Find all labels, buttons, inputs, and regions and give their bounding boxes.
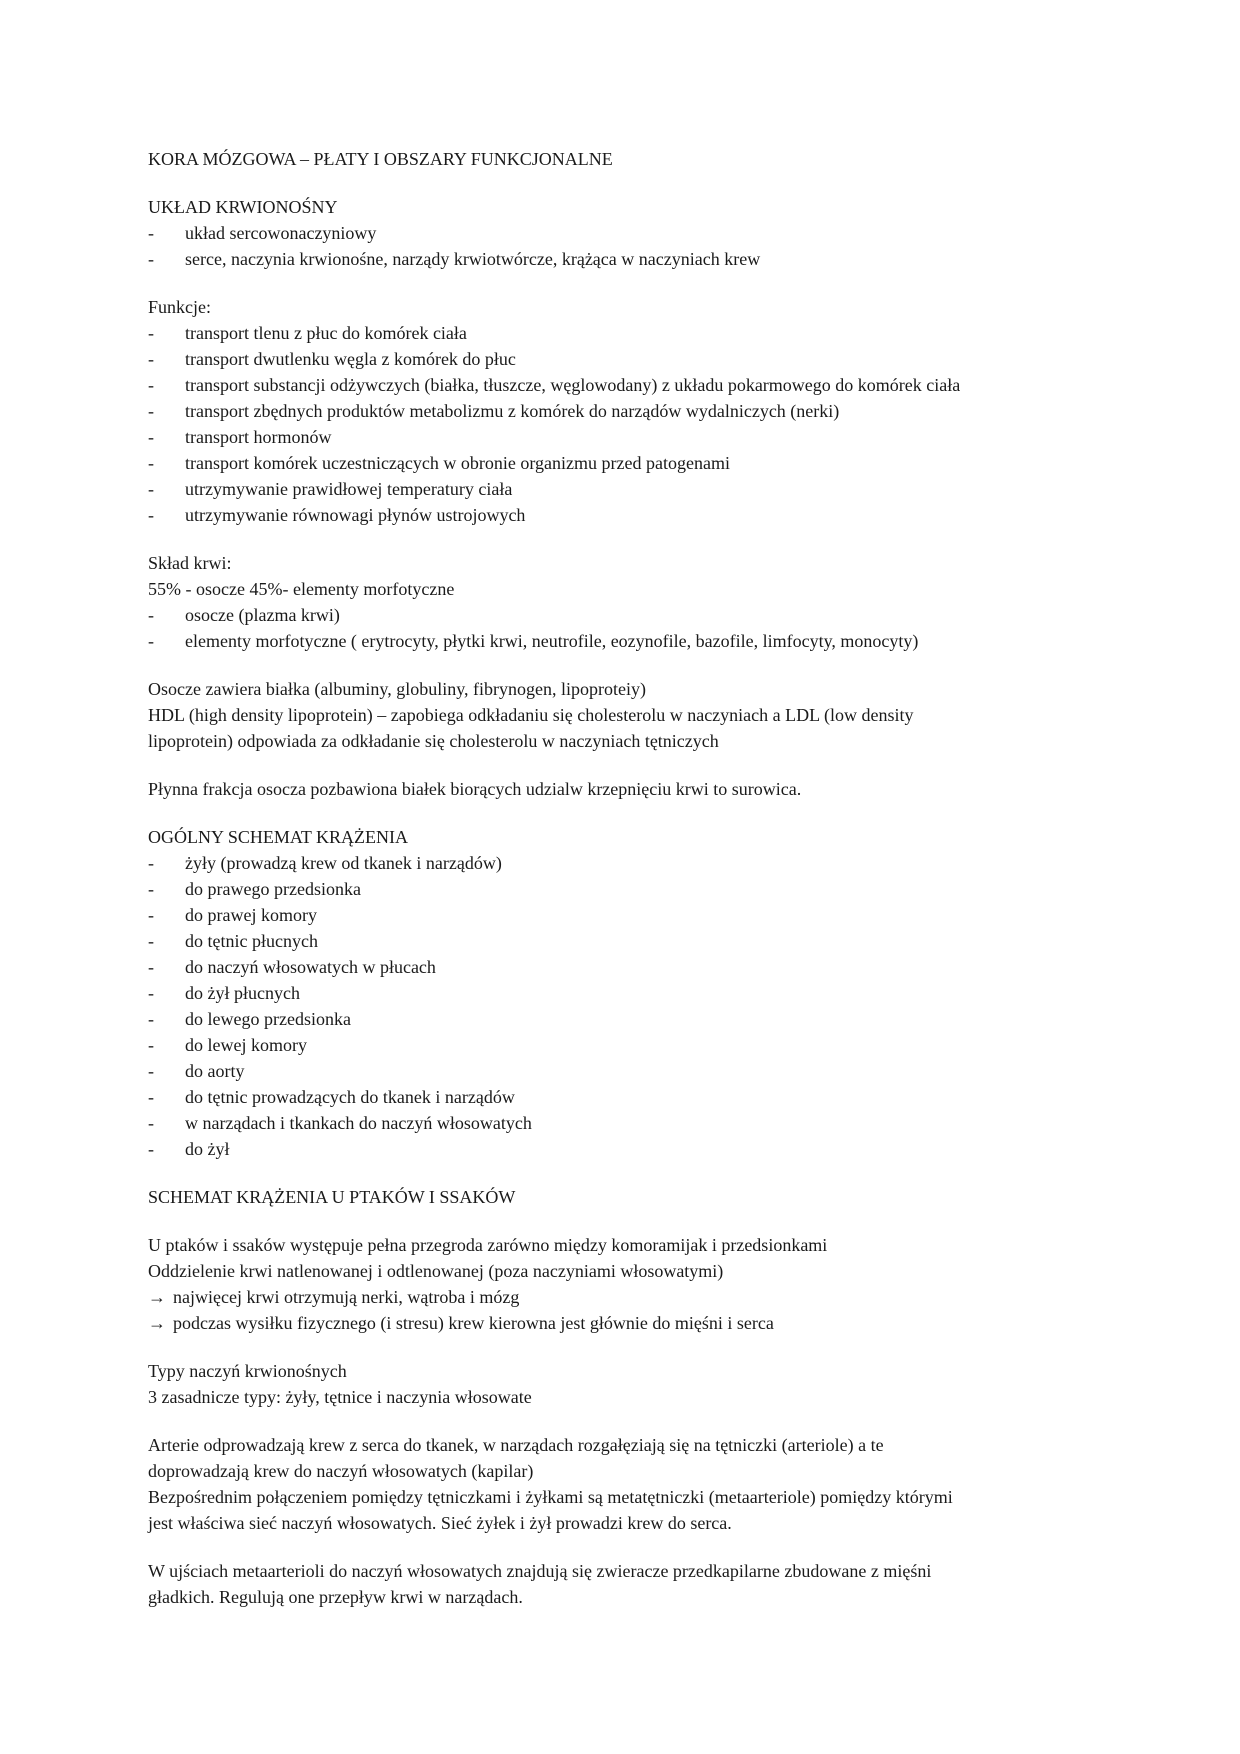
list-item <box>148 602 1120 628</box>
list-item <box>148 980 1120 1006</box>
list-item <box>148 346 1120 372</box>
dash-bullet: - <box>148 505 154 525</box>
list-item-text: utrzymywanie równowagi płynów ustrojowych <box>185 505 526 525</box>
arrow-right-icon: → <box>148 1313 166 1333</box>
dash-bullet: - <box>148 931 154 951</box>
document-title: KORA MÓZGOWA – PŁATY I OBSZARY FUNKCJONALNE <box>148 149 613 169</box>
section-heading: Funkcje: <box>148 297 211 317</box>
section-osocze <box>148 676 1120 754</box>
dash-bullet: - <box>148 453 154 473</box>
section-heading: UKŁAD KRWIONOŚNY <box>148 197 338 217</box>
section-heading: SCHEMAT KRĄŻENIA U PTAKÓW I SSAKÓW <box>148 1187 516 1207</box>
dash-bullet: - <box>148 853 154 873</box>
list-item-text: do prawej komory <box>185 905 317 925</box>
arrow-item <box>148 1310 1120 1336</box>
dash-bullet: - <box>148 1009 154 1029</box>
list-item <box>148 902 1120 928</box>
list-item-text: do żył <box>185 1139 230 1159</box>
paragraph-line: Osocze zawiera białka (albuminy, globuliny, fibrynogen, lipoproteiy) <box>148 679 647 699</box>
section-schemat <box>148 824 1120 1162</box>
list-item <box>148 372 1120 398</box>
list-item-text: do tętnic prowadzących do tkanek i narządów <box>185 1087 515 1107</box>
section-surowica <box>148 776 1120 802</box>
list-item <box>148 246 1120 272</box>
dash-bullet: - <box>148 349 154 369</box>
arrow-item-text: najwięcej krwi otrzymują nerki, wątroba i mózg <box>173 1287 520 1307</box>
list-item <box>148 398 1120 424</box>
paragraph-line: lipoprotein) odpowiada za odkładanie się cholesterolu w naczyniach tętniczych <box>148 731 719 751</box>
paragraph-line: doprowadzają krew do naczyń włosowatych (kapilar) <box>148 1461 534 1481</box>
dash-bullet: - <box>148 605 154 625</box>
list-item-text: osocze (plazma krwi) <box>185 605 340 625</box>
list-item <box>148 220 1120 246</box>
section-ujscia <box>148 1558 1120 1610</box>
dash-bullet: - <box>148 879 154 899</box>
dash-bullet: - <box>148 223 154 243</box>
paragraph-line: Oddzielenie krwi natlenowanej i odtlenowanej (poza naczyniami włosowatymi) <box>148 1261 724 1281</box>
list-item-text: transport hormonów <box>185 427 332 447</box>
paragraph-line: W ujściach metaarterioli do naczyń włosowatych znajdują się zwieracze przedkapilarne zbudowane z mięśni <box>148 1561 932 1581</box>
list-item <box>148 1032 1120 1058</box>
composition-ratio: 55% - osocze 45%- elementy morfotyczne <box>148 579 455 599</box>
list-item <box>148 628 1120 654</box>
section-ptaki-heading <box>148 1184 1120 1210</box>
dash-bullet: - <box>148 249 154 269</box>
dash-bullet: - <box>148 401 154 421</box>
list-item-text: w narządach i tkankach do naczyń włosowatych <box>185 1113 532 1133</box>
paragraph-line: 3 zasadnicze typy: żyły, tętnice i naczynia włosowate <box>148 1387 532 1407</box>
paragraph-line: Płynna frakcja osocza pozbawiona białek biorących udzialw krzepnięciu krwi to surowica. <box>148 779 802 799</box>
list-item <box>148 1136 1120 1162</box>
list-item <box>148 928 1120 954</box>
dash-bullet: - <box>148 957 154 977</box>
list-item <box>148 450 1120 476</box>
arrow-item <box>148 1284 1120 1310</box>
list-item-text: transport tlenu z płuc do komórek ciała <box>185 323 467 343</box>
list-item-text: żyły (prowadzą krew od tkanek i narządów) <box>185 853 502 873</box>
section-heading: OGÓLNY SCHEMAT KRĄŻENIA <box>148 827 408 847</box>
list-item-text: do żył płucnych <box>185 983 300 1003</box>
paragraph-line: Bezpośrednim połączeniem pomiędzy tętniczkami i żyłkami są metatętniczki (metaarteriole) pomiędzy którymi <box>148 1487 953 1507</box>
list-item <box>148 502 1120 528</box>
dash-bullet: - <box>148 1035 154 1055</box>
dash-bullet: - <box>148 1087 154 1107</box>
arrow-item-text: podczas wysiłku fizycznego (i stresu) krew kierowna jest głównie do mięśni i serca <box>173 1313 774 1333</box>
dash-bullet: - <box>148 323 154 343</box>
dash-bullet: - <box>148 631 154 651</box>
section-sklad <box>148 550 1120 654</box>
list-item-text: transport substancji odżywczych (białka, tłuszcze, węglowodany) z układu pokarmowego do komórek ciała <box>185 375 961 395</box>
list-item <box>148 1084 1120 1110</box>
list-item <box>148 876 1120 902</box>
list-item-text: serce, naczynia krwionośne, narządy krwiotwórcze, krążąca w naczyniach krew <box>185 249 761 269</box>
list-item-text: do tętnic płucnych <box>185 931 318 951</box>
list-item-text: do naczyń włosowatych w płucach <box>185 957 436 977</box>
list-item-text: układ sercowonaczyniowy <box>185 223 377 243</box>
section-arterie <box>148 1432 1120 1536</box>
list-item <box>148 1110 1120 1136</box>
arrow-right-icon: → <box>148 1287 166 1307</box>
paragraph-line: HDL (high density lipoprotein) – zapobiega odkładaniu się cholesterolu w naczyniach a LDL (low density <box>148 705 914 725</box>
list-item <box>148 850 1120 876</box>
dash-bullet: - <box>148 1113 154 1133</box>
list-item <box>148 320 1120 346</box>
list-item-text: transport zbędnych produktów metabolizmu z komórek do narządów wydalniczych (nerki) <box>185 401 840 421</box>
dash-bullet: - <box>148 983 154 1003</box>
list-item-text: transport dwutlenku węgla z komórek do płuc <box>185 349 516 369</box>
list-item <box>148 1006 1120 1032</box>
paragraph-line: U ptaków i ssaków występuje pełna przegroda zarówno między komoramijak i przedsionkami <box>148 1235 828 1255</box>
section-typy <box>148 1358 1120 1410</box>
section-ptaki <box>148 1232 1120 1336</box>
paragraph-line: Typy naczyń krwionośnych <box>148 1361 347 1381</box>
paragraph-line: jest właściwa sieć naczyń włosowatych. Sieć żyłek i żył prowadzi krew do serca. <box>148 1513 732 1533</box>
list-item-text: do lewego przedsionka <box>185 1009 351 1029</box>
dash-bullet: - <box>148 1139 154 1159</box>
section-uklad <box>148 194 1120 272</box>
dash-bullet: - <box>148 479 154 499</box>
document-title-block <box>148 146 1120 172</box>
list-item <box>148 424 1120 450</box>
list-item-text: do lewej komory <box>185 1035 307 1055</box>
dash-bullet: - <box>148 1061 154 1081</box>
list-item <box>148 1058 1120 1084</box>
dash-bullet: - <box>148 375 154 395</box>
section-heading: Skład krwi: <box>148 553 232 573</box>
list-item-text: elementy morfotyczne ( erytrocyty, płytki krwi, neutrofile, eozynofile, bazofile, limfocyty, monocyty) <box>185 631 919 651</box>
list-item <box>148 954 1120 980</box>
list-item-text: transport komórek uczestniczących w obronie organizmu przed patogenami <box>185 453 730 473</box>
list-item-text: utrzymywanie prawidłowej temperatury ciała <box>185 479 513 499</box>
section-funkcje <box>148 294 1120 528</box>
list-item-text: do prawego przedsionka <box>185 879 361 899</box>
dash-bullet: - <box>148 427 154 447</box>
list-item <box>148 476 1120 502</box>
list-item-text: do aorty <box>185 1061 245 1081</box>
paragraph-line: Arterie odprowadzają krew z serca do tkanek, w narządach rozgałęziają się na tętniczki (arteriole) a te <box>148 1435 884 1455</box>
paragraph-line: gładkich. Regulują one przepływ krwi w narządach. <box>148 1587 523 1607</box>
dash-bullet: - <box>148 905 154 925</box>
